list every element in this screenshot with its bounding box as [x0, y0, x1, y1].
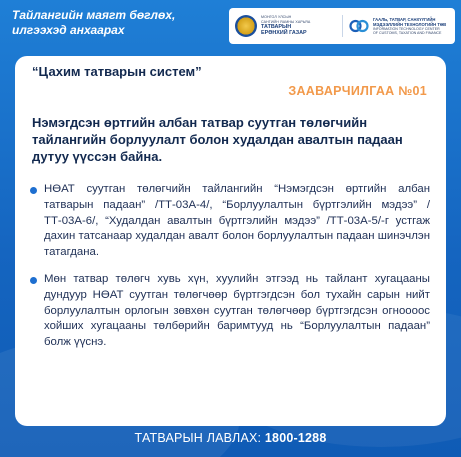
- notice-label: ЗААВАРЧИЛГАА №01: [288, 84, 427, 98]
- logo-left-line2: САНГИЙН ЯАМНЫ ХАРЬЯА: [261, 19, 311, 24]
- it-center-logo: [343, 16, 446, 36]
- it-center-ring-icon: [349, 16, 369, 36]
- footer: [0, 431, 461, 445]
- logo-left-line3: ТАТВАРЫН: [261, 24, 292, 31]
- list-item-text: Мөн татвар төлөгч хувь хүн, хуулийн этгээд нь тайлант хугацааны дундуур НӨАТ суутган төлөгчөөр бүртгэгдсэн бол тухайн сарын нийт борлуулалтын орлогын зөвхөн суутган төлөгчөөр бүртгэгдсэн огноооос хойших хугацааны төлбөрийн баримтууд нь “Борлуулалтын падаан” болж үүснэ.: [44, 272, 430, 349]
- tax-authority-logo: [235, 15, 343, 37]
- logo-left-line1: МОНГОЛ УЛСЫН: [261, 15, 292, 20]
- list-item: [30, 182, 430, 261]
- header-tagline: Тайлангийн маягт бөглөх, илгээхэд анхаарах: [12, 8, 176, 37]
- list-item: [30, 272, 430, 351]
- logo-right-line3: INFORMATION TECHNOLOGY CENTER: [373, 26, 440, 31]
- bullet-dot-icon: [30, 187, 37, 194]
- header: [0, 0, 461, 46]
- partner-logos: [229, 8, 455, 44]
- logo-left-line4: ЕРӨНХИЙ ГАЗАР: [261, 30, 307, 37]
- state-emblem-icon: [235, 15, 257, 37]
- footer-label: ТАТВАРЫН ЛАВЛАХ:: [134, 431, 262, 445]
- hotline-number: 1800-1288: [264, 431, 327, 445]
- bullet-dot-icon: [30, 277, 37, 284]
- instruction-list: [30, 182, 430, 362]
- logo-right-line1: ГААЛЬ, ТАТВАР, САНХҮҮГИЙН: [373, 16, 436, 22]
- headline: Нэмэгдсэн өртгийн албан татвар суутган төлөгчийн тайлангийн борлуулалт болон худалдан авалтын падаан дутуу үүссэн байна.: [32, 115, 403, 164]
- list-item-text: НӨАТ суутган төлөгчийн тайлангийн “Нэмэгдсэн өртгийн албан татварын падаан” /ТТ-03А-4/, “Борлуулалтын бүртгэлийн мэдээ” /ТТ-03А-6/, “Худалдан авалтын бүртгэлийн мэдээ” /ТТ-03А-5/-г устгаж дахин татсанаар худалдан авалт болон борлуулалтын падаан шинэчлэн татагдана.: [44, 183, 430, 259]
- section-title: “Цахим татварын систем”: [32, 64, 202, 79]
- logo-right-line4: OF CUSTOMS, TAXATION AND FINANCE: [373, 31, 442, 35]
- logo-right-line2: МЭДЭЭЛЛИЙН ТЕХНОЛОГИЙН ТӨВ: [373, 21, 447, 27]
